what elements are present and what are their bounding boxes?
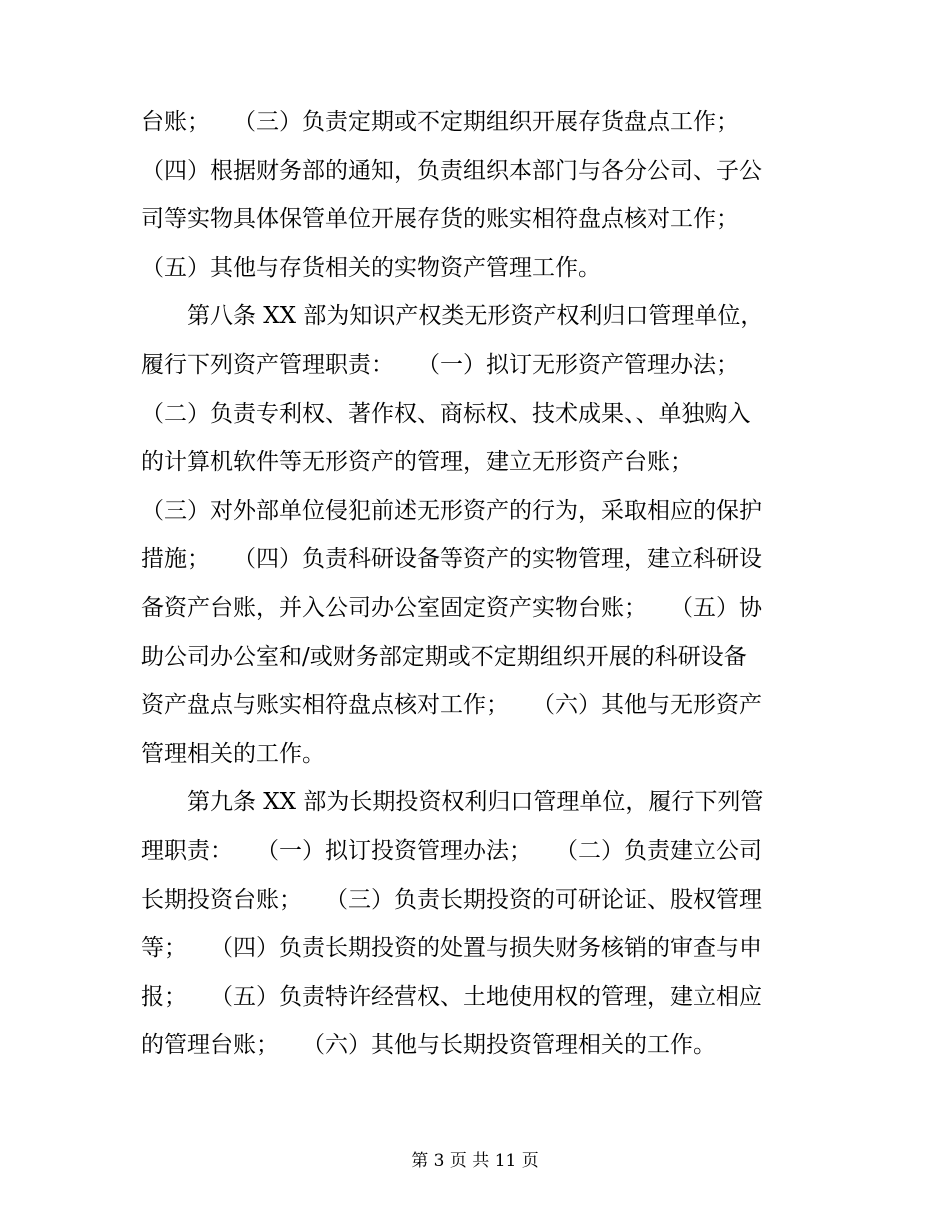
text-line: 报； （五）负责特许经营权、土地使用权的管理，建立相应 bbox=[141, 983, 762, 1010]
text-line: （三）对外部单位侵犯前述无形资产的行为，采取相应的保护 bbox=[141, 497, 762, 524]
text-line: 履行下列资产管理职责： （一）拟订无形资产管理办法； bbox=[141, 351, 739, 378]
text-line: 措施； （四）负责科研设备等资产的实物管理，建立科研设 bbox=[141, 546, 762, 573]
text-line: （五）其他与存货相关的实物资产管理工作。 bbox=[141, 254, 601, 281]
page-number-footer: 第 3 页 共 11 页 bbox=[411, 1151, 539, 1171]
text-line: 司等实物具体保管单位开展存货的账实相符盘点核对工作； bbox=[141, 206, 739, 233]
text-line: 台账； （三）负责定期或不定期组织开展存货盘点工作； bbox=[141, 109, 739, 135]
text-line: （二）负责专利权、著作权、商标权、技术成果、、单独购入 bbox=[141, 400, 751, 427]
document-body bbox=[141, 98, 811, 1070]
text-line: （四）根据财务部的通知，负责组织本部门与各分公司、子公 bbox=[141, 157, 762, 184]
text-line: 管理相关的工作。 bbox=[141, 740, 325, 767]
text-line: 资产盘点与账实相符盘点核对工作； （六）其他与无形资产 bbox=[141, 692, 762, 719]
article-9-heading-line: 第九条 XX 部为长期投资权利归口管理单位，履行下列管 bbox=[187, 789, 764, 816]
text-line: 备资产台账，并入公司办公室固定资产实物台账； （五）协 bbox=[141, 594, 762, 621]
text-line: 长期投资台账； （三）负责长期投资的可研论证、股权管理 bbox=[141, 886, 762, 913]
text-line: 理职责： （一）拟订投资管理办法； （二）负责建立公司 bbox=[141, 837, 762, 864]
text-line: 的管理台账； （六）其他与长期投资管理相关的工作。 bbox=[141, 1032, 716, 1059]
text-line: 等； （四）负责长期投资的处置与损失财务核销的审查与申 bbox=[141, 935, 762, 962]
text-line: 助公司办公室和/或财务部定期或不定期组织开展的科研设备 bbox=[141, 643, 747, 670]
article-8-heading-line: 第八条 XX 部为知识产权类无形资产权利归口管理单位， bbox=[187, 303, 764, 330]
text-line: 的计算机软件等无形资产的管理，建立无形资产台账； bbox=[141, 449, 693, 476]
